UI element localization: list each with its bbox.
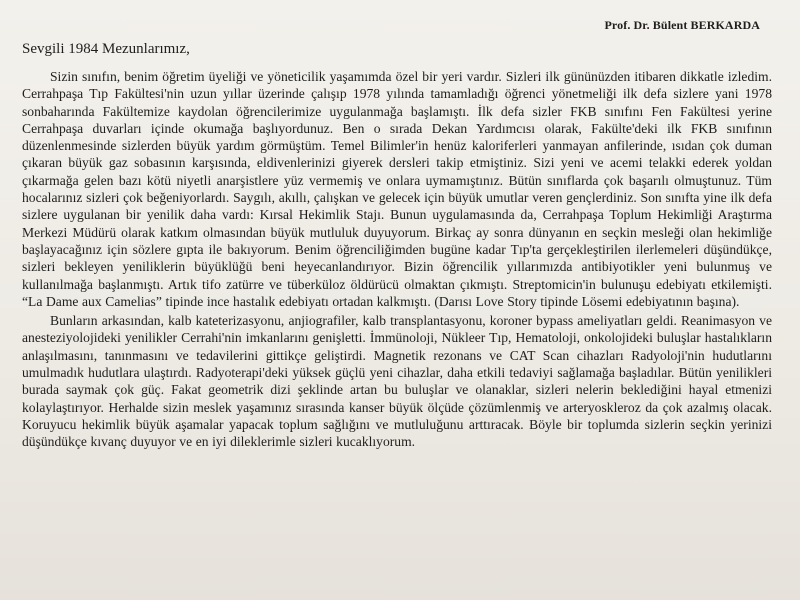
salutation: Sevgili 1984 Mezunlarımız, bbox=[22, 41, 190, 57]
author-name: Prof. Dr. Bülent BERKARDA bbox=[604, 18, 760, 32]
body-paragraph-1: Sizin sınıfın, benim öğretim üyeliği ve yöneticilik yaşamımda özel bir yeri vardır. Sizleri ilk gününüzden itibaren dikkatle izledim. Cerrahpaşa Tıp Fakültesi'nin uzun yıllar üzerinde çalışıp 1978 yılında tamamladığı öğrenci yönetmeliği ilk defa sizlere yani 1978 sonbaharında Fakültemize kaydolan öğrencilerimize uygulanmağa başlamıştı. İlk defa sizler FKB sınıfını Fen Fakültesi yerine Cerrahpaşa duvarları içinde okumağa başlıyordunuz. Ben o sırada Dekan Yardımcısı olarak, Fakülte'deki ilk FKB sınıfının düzenlenmesinde sizlerden büyük yardım görmüştüm. Temel Bilimler'in henüz kaloriferleri yanmayan anfilerinde, ısıdan çok duman çıkaran büyük gaz sobasının karşısında, eldivenlerinizi giyerek dersleri takip etmiştiniz. Sizi yeni ve acemi telakki ederek yoldan çıkarmağa gelen bazı kötü niyetli anarşistlere yüz vermemiş ve onlara uymamıştınız. Bütün sınıflarda çok başarılı olmuştunuz. Tüm hocalarınız sizleri çok beğeniyorlardı. Saygılı, akıllı, çalışkan ve gelecek için büyük umutlar veren gençlerdiniz. Son sınıfta yine ilk defa sizlere uygulanan bir yenilik daha vardı: Kırsal Hekimlik Stajı. Bunun uygulamasında da, Cerrahpaşa Toplum Hekimliği Araştırma Merkezi Müdürü olarak katkım olmasından büyük mutluluk duyuyorum. Birkaç ay sonra dünyanın en seçkin mesleği olan hekimliğe başlayacağınız için sözlere gıpta ile bakıyorum. Benim öğrenciliğimden bugüne kadar Tıp'ta gerçekleştirilen ilerlemeleri düşündükçe, sizleri bekleyen yeniliklerin büyüklüğü beni heyecanlandırıyor. Bizin öğrencilik yıllarımızda antibiyotikler yeni bulunmuş ve kullanılmağa başlanmıştı. Artık tifo zatürre ve tüberküloz öldürücü olmaktan çıkmıştı. Streptomicin'in bulunuşu edebiyatı etkilemişti. “La Dame aux Camelias” tipinde ince hastalık edebiyatı ortadan kalkmıştı. (Darısı Love Story tipinde Lösemi edebiyatının başına). bbox=[22, 69, 772, 309]
body-paragraph-2: Bunların arkasından, kalb kateterizasyonu, anjiografiler, kalb transplantasyonu, koroner bypass ameliyatları geldi. Reanimasyon ve anesteziyolojideki yenilikler Cerrahi'nin imkanlarını genişletti. İmmünoloji, Nükleer Tıp, Hematoloji, onkolojideki buluşlar hastalıkların anlaşılmasını, tanınmasını ve tedavilerini gittikçe geliştirdi. Magnetik rezonans ve CAT Scan cihazları Radyoloji'nin hudutlarını umulmadık hudutlara ulaştırdı. Radyoterapi'deki yüksek güçlü yeni cihazlar, daha etkili tedaviyi sağlamağa başladılar. Bütün yenilikleri burada saymak çok güç. Fakat geometrik dizi şeklinde artan bu buluşlar ve olanaklar, sizleri nelerin beklediğini hayal etmenizi kolaylaştırıyor. Herhalde sizin meslek yaşamınız sırasında kanser büyük ölçüde çözümlenmiş ve arteryoskleroz da çok azalmış olacak. Koruyucu hekimlik büyük aşamalar yapacak toplum sağlığını ve mutluluğunu arttıracak. Böyle bir toplumda sizlerin seçkin yerinizi düşündükçe kıvanç duyuyor ve en iyi dileklerimle sizleri kucaklıyorum. bbox=[22, 313, 772, 450]
